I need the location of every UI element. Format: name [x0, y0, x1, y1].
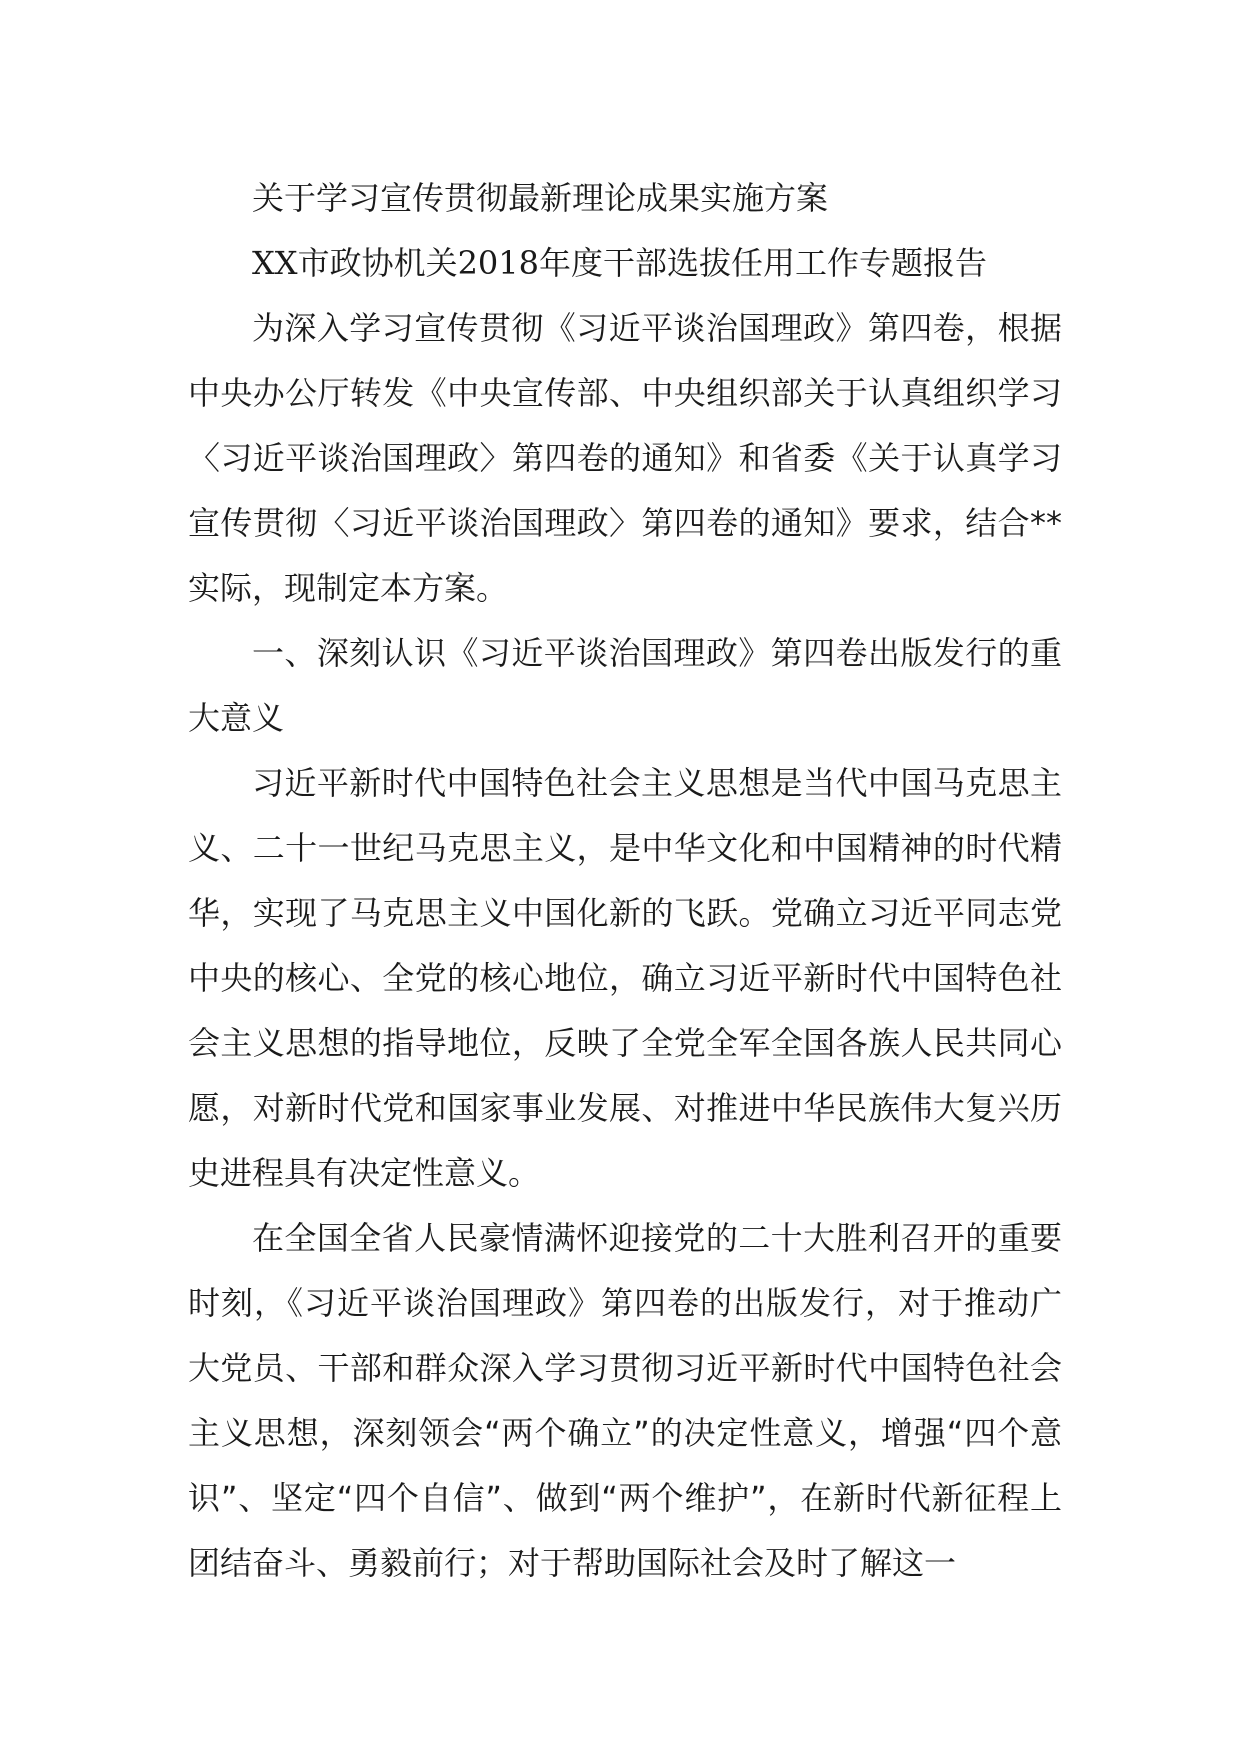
paragraph-intro: 为深入学习宣传贯彻《习近平谈治国理政》第四卷，根据中央办公厅转发《中央宣传部、中央组织部关于认真组织学习〈习近平谈治国理政〉第四卷的通知》和省委《关于认真学习宣传贯彻〈习近平谈治国理政〉第四卷的通知》要求，结合**实际，现制定本方案。 [188, 309, 1062, 607]
paragraph-significance: 习近平新时代中国特色社会主义思想是当代中国马克思主义、二十一世纪马克思主义，是中华文化和中国精神的时代精华，实现了马克思主义中国化新的飞跃。党确立习近平同志党中央的核心、全党的核心地位，确立习近平新时代中国特色社会主义思想的指导地位，反映了全党全军全国各族人民共同心愿，对新时代党和国家事业发展、对推进中华民族伟大复兴历史进程具有决定性意义。 [188, 764, 1062, 1192]
document-subheading: XX市政协机关2018年度干部选拔任用工作专题报告 [252, 244, 988, 282]
document-heading: 关于学习宣传贯彻最新理论成果实施方案 [252, 179, 829, 217]
section-heading-1: 一、深刻认识《习近平谈治国理政》第四卷出版发行的重大意义 [188, 634, 1062, 737]
document-body [188, 166, 1062, 1596]
paragraph-publication: 在全国全省人民豪情满怀迎接党的二十大胜利召开的重要时刻，《习近平谈治国理政》第四卷的出版发行，对于推动广大党员、干部和群众深入学习贯彻习近平新时代中国特色社会主义思想，深刻领会“两个确立”的决定性意义，增强“四个意识”、坚定“四个自信”、做到“两个维护”，在新时代新征程上团结奋斗、勇毅前行；对于帮助国际社会及时了解这一 [188, 1219, 1062, 1582]
